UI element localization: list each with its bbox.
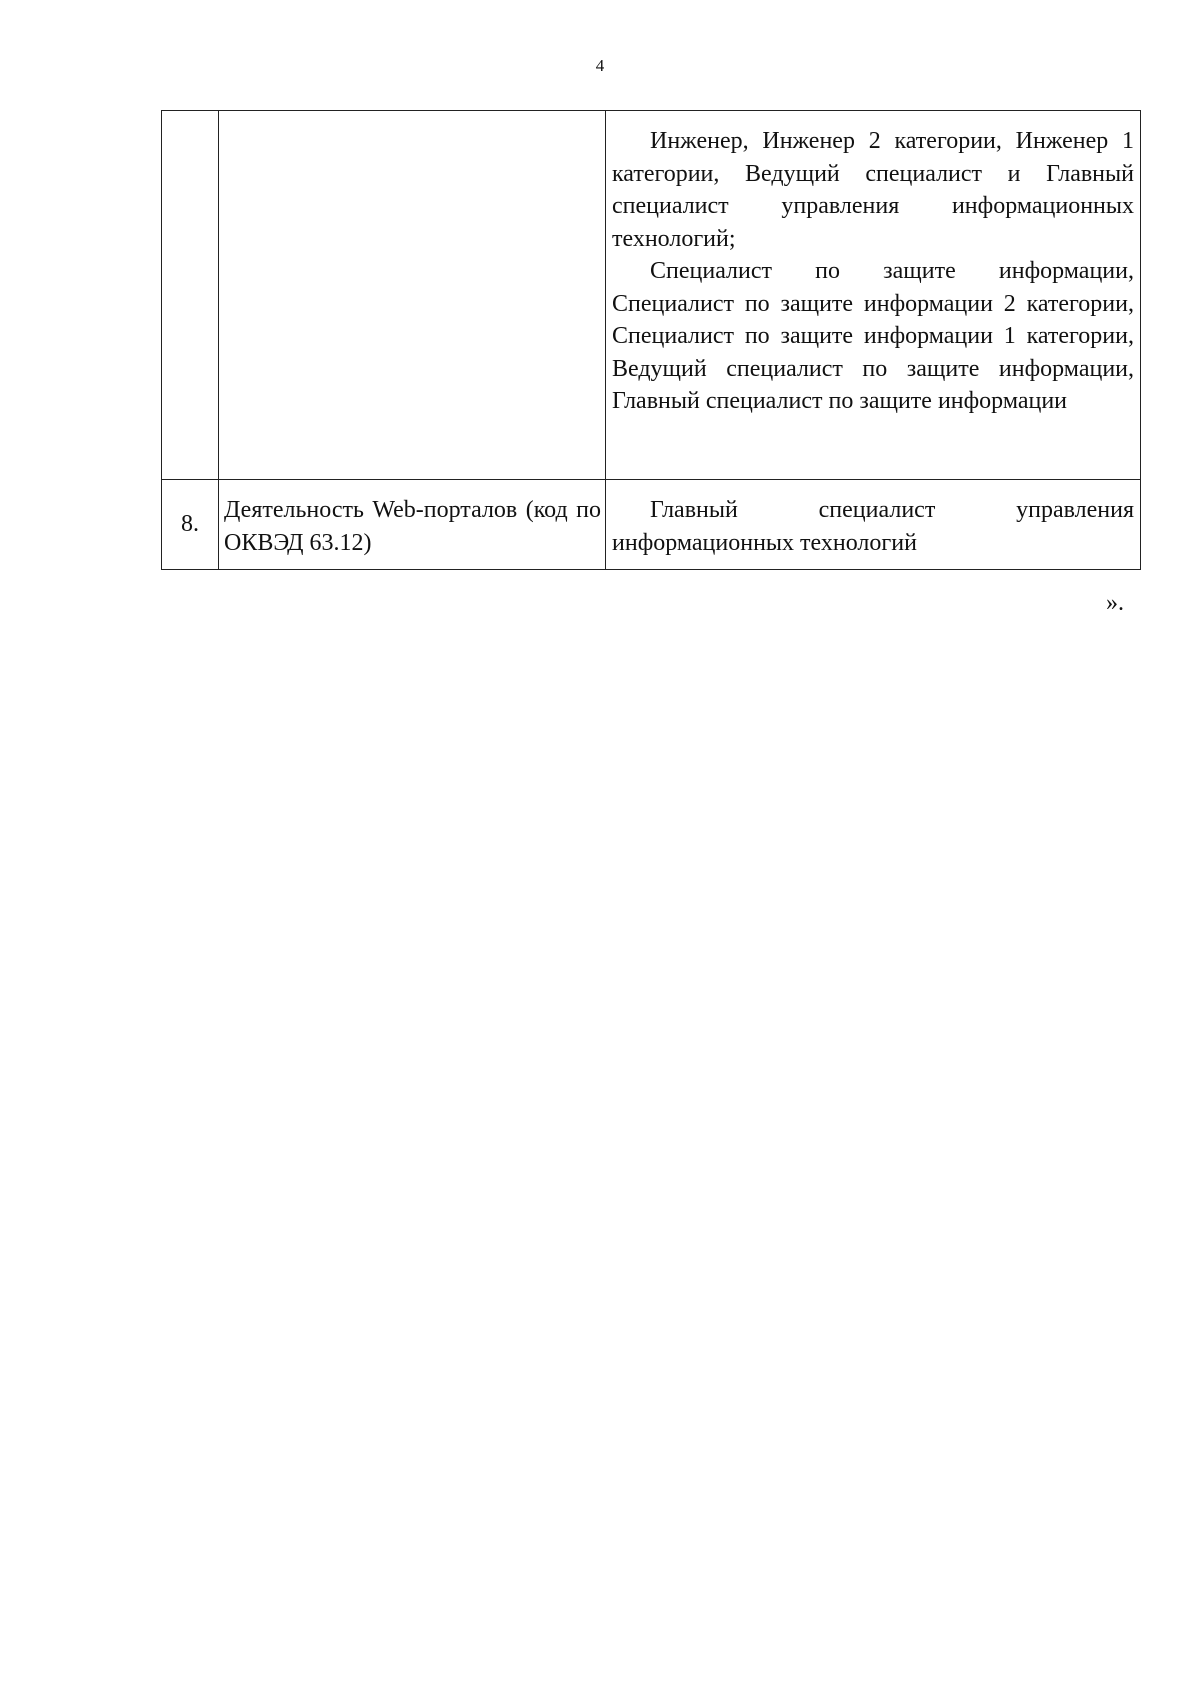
row-number-cell: 8.: [162, 480, 219, 570]
positions-paragraph: Специалист по защите информации, Специалист по защите информации 2 категории, Специалист по защите информации 1 категории, Ведущий специалист по защите информации, Главный специалист по защите информации: [612, 258, 1134, 414]
page-number: 4: [595, 56, 605, 75]
table-row: [162, 480, 1141, 570]
activity-cell: [219, 480, 606, 570]
positions-table: [161, 110, 1141, 570]
positions-paragraph: Главный специалист управления информационных технологий: [612, 497, 1134, 556]
positions-cell: [606, 480, 1141, 570]
row-number-cell: [162, 111, 219, 480]
table-row: [162, 111, 1141, 480]
positions-cell: [606, 111, 1141, 480]
positions-paragraph: Инженер, Инженер 2 категории, Инженер 1 категории, Ведущий специалист и Главный специалист управления информационных технологий;: [612, 128, 1134, 252]
activity-text: Деятельность Web-порталов (код по ОКВЭД 63.12): [224, 497, 601, 556]
activity-cell: [219, 111, 606, 480]
closing-quote-mark: ».: [1106, 590, 1124, 616]
